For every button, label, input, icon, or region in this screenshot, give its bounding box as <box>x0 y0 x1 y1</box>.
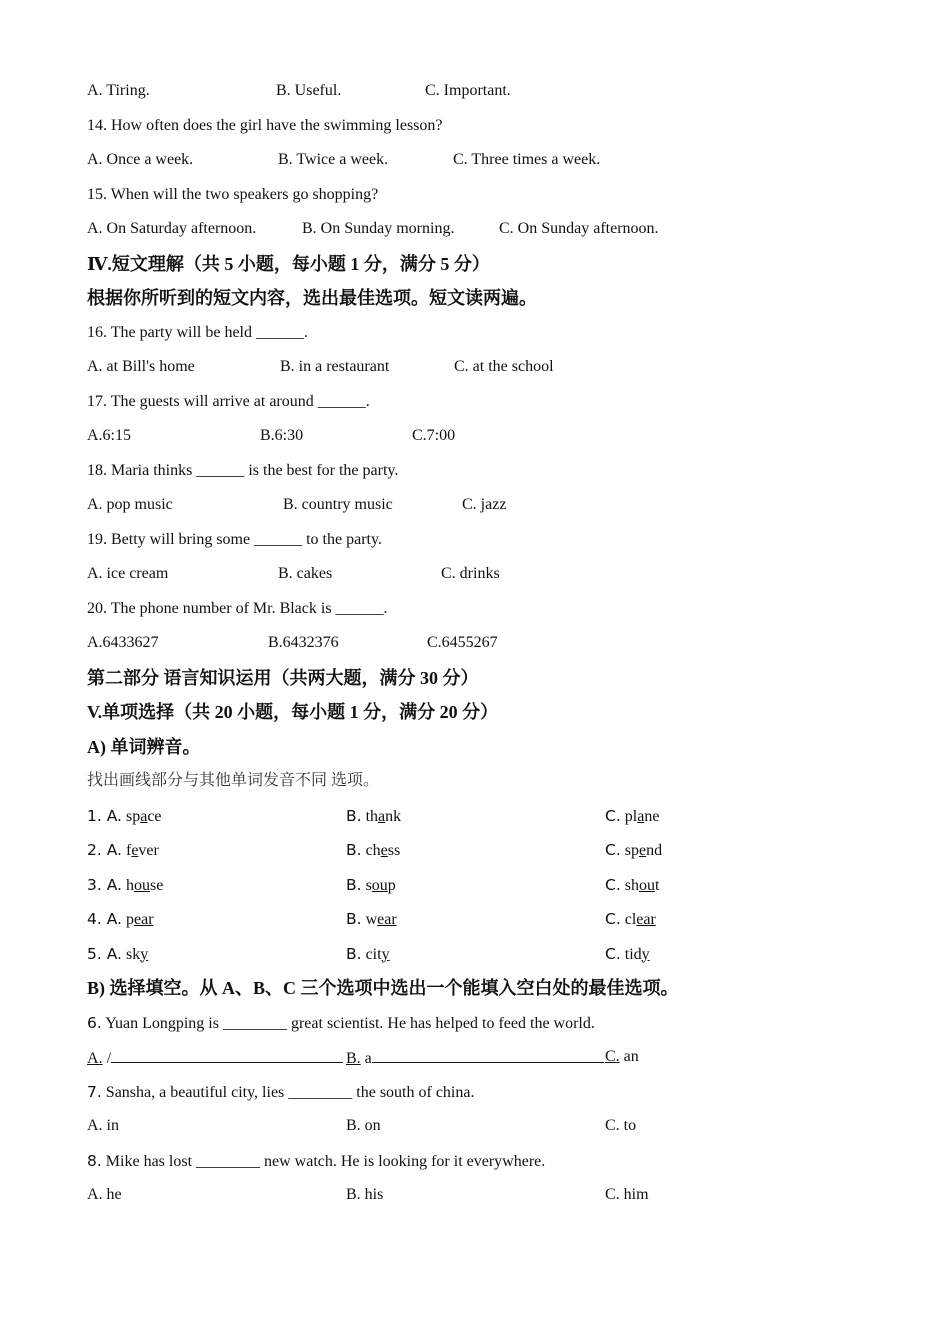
q6-stem <box>87 1010 887 1045</box>
underlined-letters: ear <box>377 911 397 928</box>
option-label: 5. A. <box>87 944 122 963</box>
option-b: B. On Sunday morning. <box>302 220 455 237</box>
answer-underline <box>111 1044 343 1063</box>
option-a <box>87 906 154 933</box>
q17-options <box>87 423 887 458</box>
question-number: 8. <box>87 1151 102 1170</box>
q20-options <box>87 630 887 665</box>
option-a <box>87 837 159 864</box>
option-a <box>87 803 162 830</box>
option-a: A.6:15 <box>87 427 131 444</box>
underlined-letters: y <box>641 945 650 963</box>
option-label: B. <box>346 910 362 928</box>
underlined-letters: ou <box>133 876 150 894</box>
q14-options <box>87 147 887 182</box>
option-c <box>605 872 659 899</box>
underlined-letters: ear <box>636 911 656 928</box>
word-part: w <box>365 911 378 928</box>
option-label: B. <box>346 1050 361 1067</box>
question-text: Sansha, a beautiful city, lies ________ the south of china. <box>105 1083 475 1101</box>
option-label: C. <box>605 806 621 825</box>
underlined-letters: e <box>380 842 388 859</box>
phonetics-row <box>87 837 887 872</box>
option-label: C. <box>605 1048 620 1065</box>
q14-stem: 14. How often does the girl have the swimming lesson? <box>87 116 443 134</box>
word-part: cit <box>365 945 382 963</box>
q19-options <box>87 561 887 596</box>
q15-stem: 15. When will the two speakers go shopping? <box>87 185 379 203</box>
sectionB-title: B) 选择填空。从 A、B、C 三个选项中选出一个能填入空白处的最佳选项。 <box>87 978 679 998</box>
underlined-letters: y <box>140 945 149 963</box>
sectionA-instruction: 找出画线部分与其他单词发音不同 选项。 <box>87 772 380 789</box>
underlined-letters: e <box>131 842 139 859</box>
option-label: 1. A. <box>87 806 122 825</box>
option-a: A.6433627 <box>87 634 159 651</box>
underlined-letters: ear <box>133 911 154 928</box>
q6-options <box>87 1044 887 1079</box>
option-b <box>346 1044 604 1072</box>
option-label: C. <box>605 944 621 963</box>
word-part: ver <box>138 842 159 859</box>
option-a: A. ice cream <box>87 565 169 582</box>
option-label: B. <box>346 806 362 825</box>
word-part: ce <box>147 807 162 825</box>
word-part: ss <box>387 842 401 859</box>
option-b <box>346 837 400 864</box>
option-a: A. On Saturday afternoon. <box>87 220 257 237</box>
option-label: B. <box>346 875 362 894</box>
option-b <box>346 803 401 830</box>
option-b: B.6:30 <box>260 427 304 444</box>
option-c: C. Important. <box>425 82 511 99</box>
option-label: B. <box>346 841 362 859</box>
option-b: B. country music <box>283 496 393 513</box>
part2-title: 第二部分 语言知识运用（共两大题，满分 30 分） <box>87 667 479 688</box>
option-c: C. drinks <box>441 565 500 582</box>
question-number: 7. <box>87 1082 102 1101</box>
phonetics-row <box>87 906 887 941</box>
underlined-letters: a <box>637 807 645 825</box>
word-part: t <box>654 876 660 894</box>
q19-stem: 19. Betty will bring some ______ to the party. <box>87 530 382 548</box>
section5-title: V.单项选择（共 20 小题，每小题 1 分，满分 20 分） <box>87 702 499 722</box>
option-a: A. Tiring. <box>87 82 150 99</box>
word-part: th <box>365 807 379 825</box>
option-c <box>605 837 662 864</box>
option-c: C. jazz <box>462 496 507 513</box>
option-b: B. cakes <box>278 565 333 582</box>
word-part: nk <box>385 807 402 825</box>
q16-stem: 16. The party will be held ______. <box>87 323 308 341</box>
section4-title: Ⅳ.短文理解（共 5 小题，每小题 1 分，满分 5 分） <box>87 253 490 274</box>
option-c <box>605 1044 639 1070</box>
underlined-letters: ou <box>371 876 388 894</box>
q17-stem: 17. The guests will arrive at around ______. <box>87 392 370 410</box>
option-b <box>346 941 390 968</box>
word-part: p <box>125 911 134 928</box>
q18-options <box>87 492 887 527</box>
word-part: sh <box>624 876 639 894</box>
q7-stem <box>87 1079 887 1114</box>
option-a: A. at Bill's home <box>87 358 195 375</box>
option-c: C. On Sunday afternoon. <box>499 220 659 237</box>
answer-underline <box>372 1044 604 1063</box>
q18-stem: 18. Maria thinks ______ is the best for the party. <box>87 461 399 479</box>
section4-instruction: 根据你所听到的短文内容，选出最佳选项。短文读两遍。 <box>87 288 537 308</box>
sectionA-title: A) 单词辨音。 <box>87 736 201 757</box>
word-part: sp <box>624 842 639 859</box>
q20-stem: 20. The phone number of Mr. Black is ______. <box>87 599 388 617</box>
word-part: ne <box>644 807 660 825</box>
q15-options <box>87 216 887 251</box>
word-part: sp <box>125 807 141 825</box>
option-c <box>605 803 659 830</box>
underlined-letters: e <box>638 842 647 859</box>
option-b: B.6432376 <box>268 634 339 651</box>
word-part: f <box>125 842 132 859</box>
phonetics-row <box>87 941 887 976</box>
option-b: B. on <box>346 1117 381 1134</box>
underlined-letters: y <box>381 945 390 963</box>
exam-page <box>87 78 887 1217</box>
option-label: C. <box>605 875 621 894</box>
phonetics-row <box>87 872 887 907</box>
option-label: 3. A. <box>87 875 122 894</box>
option-label: 2. A. <box>87 841 122 859</box>
option-label: C. <box>605 910 621 928</box>
underlined-letters: ou <box>638 876 655 894</box>
word-part: nd <box>646 842 663 859</box>
option-c: C. at the school <box>454 358 554 375</box>
option-c: C. him <box>605 1186 649 1203</box>
option-b: B. in a restaurant <box>280 358 390 375</box>
word-part: p <box>387 876 396 894</box>
q7-options <box>87 1113 887 1148</box>
question-text: Mike has lost ________ new watch. He is looking for it everywhere. <box>105 1152 546 1170</box>
option-c <box>605 941 650 968</box>
option-b <box>346 872 396 899</box>
option-b: B. Useful. <box>276 82 342 99</box>
word-part: s <box>365 876 372 894</box>
phonetics-row <box>87 803 887 838</box>
option-c: C. to <box>605 1117 637 1134</box>
q16-options <box>87 354 887 389</box>
question-text: Yuan Longping is ________ great scientist. He has helped to feed the world. <box>105 1014 595 1032</box>
option-c: C. Three times a week. <box>453 151 601 168</box>
option-text: a <box>364 1050 372 1067</box>
q8-options <box>87 1182 887 1217</box>
option-label: 4. A. <box>87 910 122 928</box>
q8-stem <box>87 1148 887 1183</box>
option-a: A. pop music <box>87 496 173 513</box>
option-b <box>346 906 397 933</box>
option-a: A. in <box>87 1117 119 1134</box>
option-c: C.7:00 <box>412 427 456 444</box>
option-a <box>87 872 163 899</box>
option-b: B. Twice a week. <box>278 151 389 168</box>
word-part: pl <box>624 807 638 825</box>
option-label: A. <box>87 1050 103 1067</box>
option-a: A. he <box>87 1186 122 1203</box>
question-number: 6. <box>87 1013 102 1032</box>
word-part: cl <box>624 911 637 928</box>
option-a <box>87 1044 343 1072</box>
underlined-letters: a <box>140 807 148 825</box>
option-b: B. his <box>346 1186 384 1203</box>
underlined-letters: a <box>378 807 386 825</box>
word-part: se <box>149 876 164 894</box>
option-text: an <box>623 1048 639 1065</box>
phonetics-list <box>87 803 887 976</box>
option-a: A. Once a week. <box>87 151 194 168</box>
word-part: ch <box>365 842 381 859</box>
option-label: C. <box>605 841 621 859</box>
option-text: / <box>106 1050 112 1067</box>
q13-options <box>87 78 887 113</box>
option-a <box>87 941 148 968</box>
word-part: tid <box>624 945 642 963</box>
option-c <box>605 906 656 933</box>
word-part: h <box>125 876 134 894</box>
word-part: sk <box>125 945 141 963</box>
option-label: B. <box>346 944 362 963</box>
option-c: C.6455267 <box>427 634 498 651</box>
